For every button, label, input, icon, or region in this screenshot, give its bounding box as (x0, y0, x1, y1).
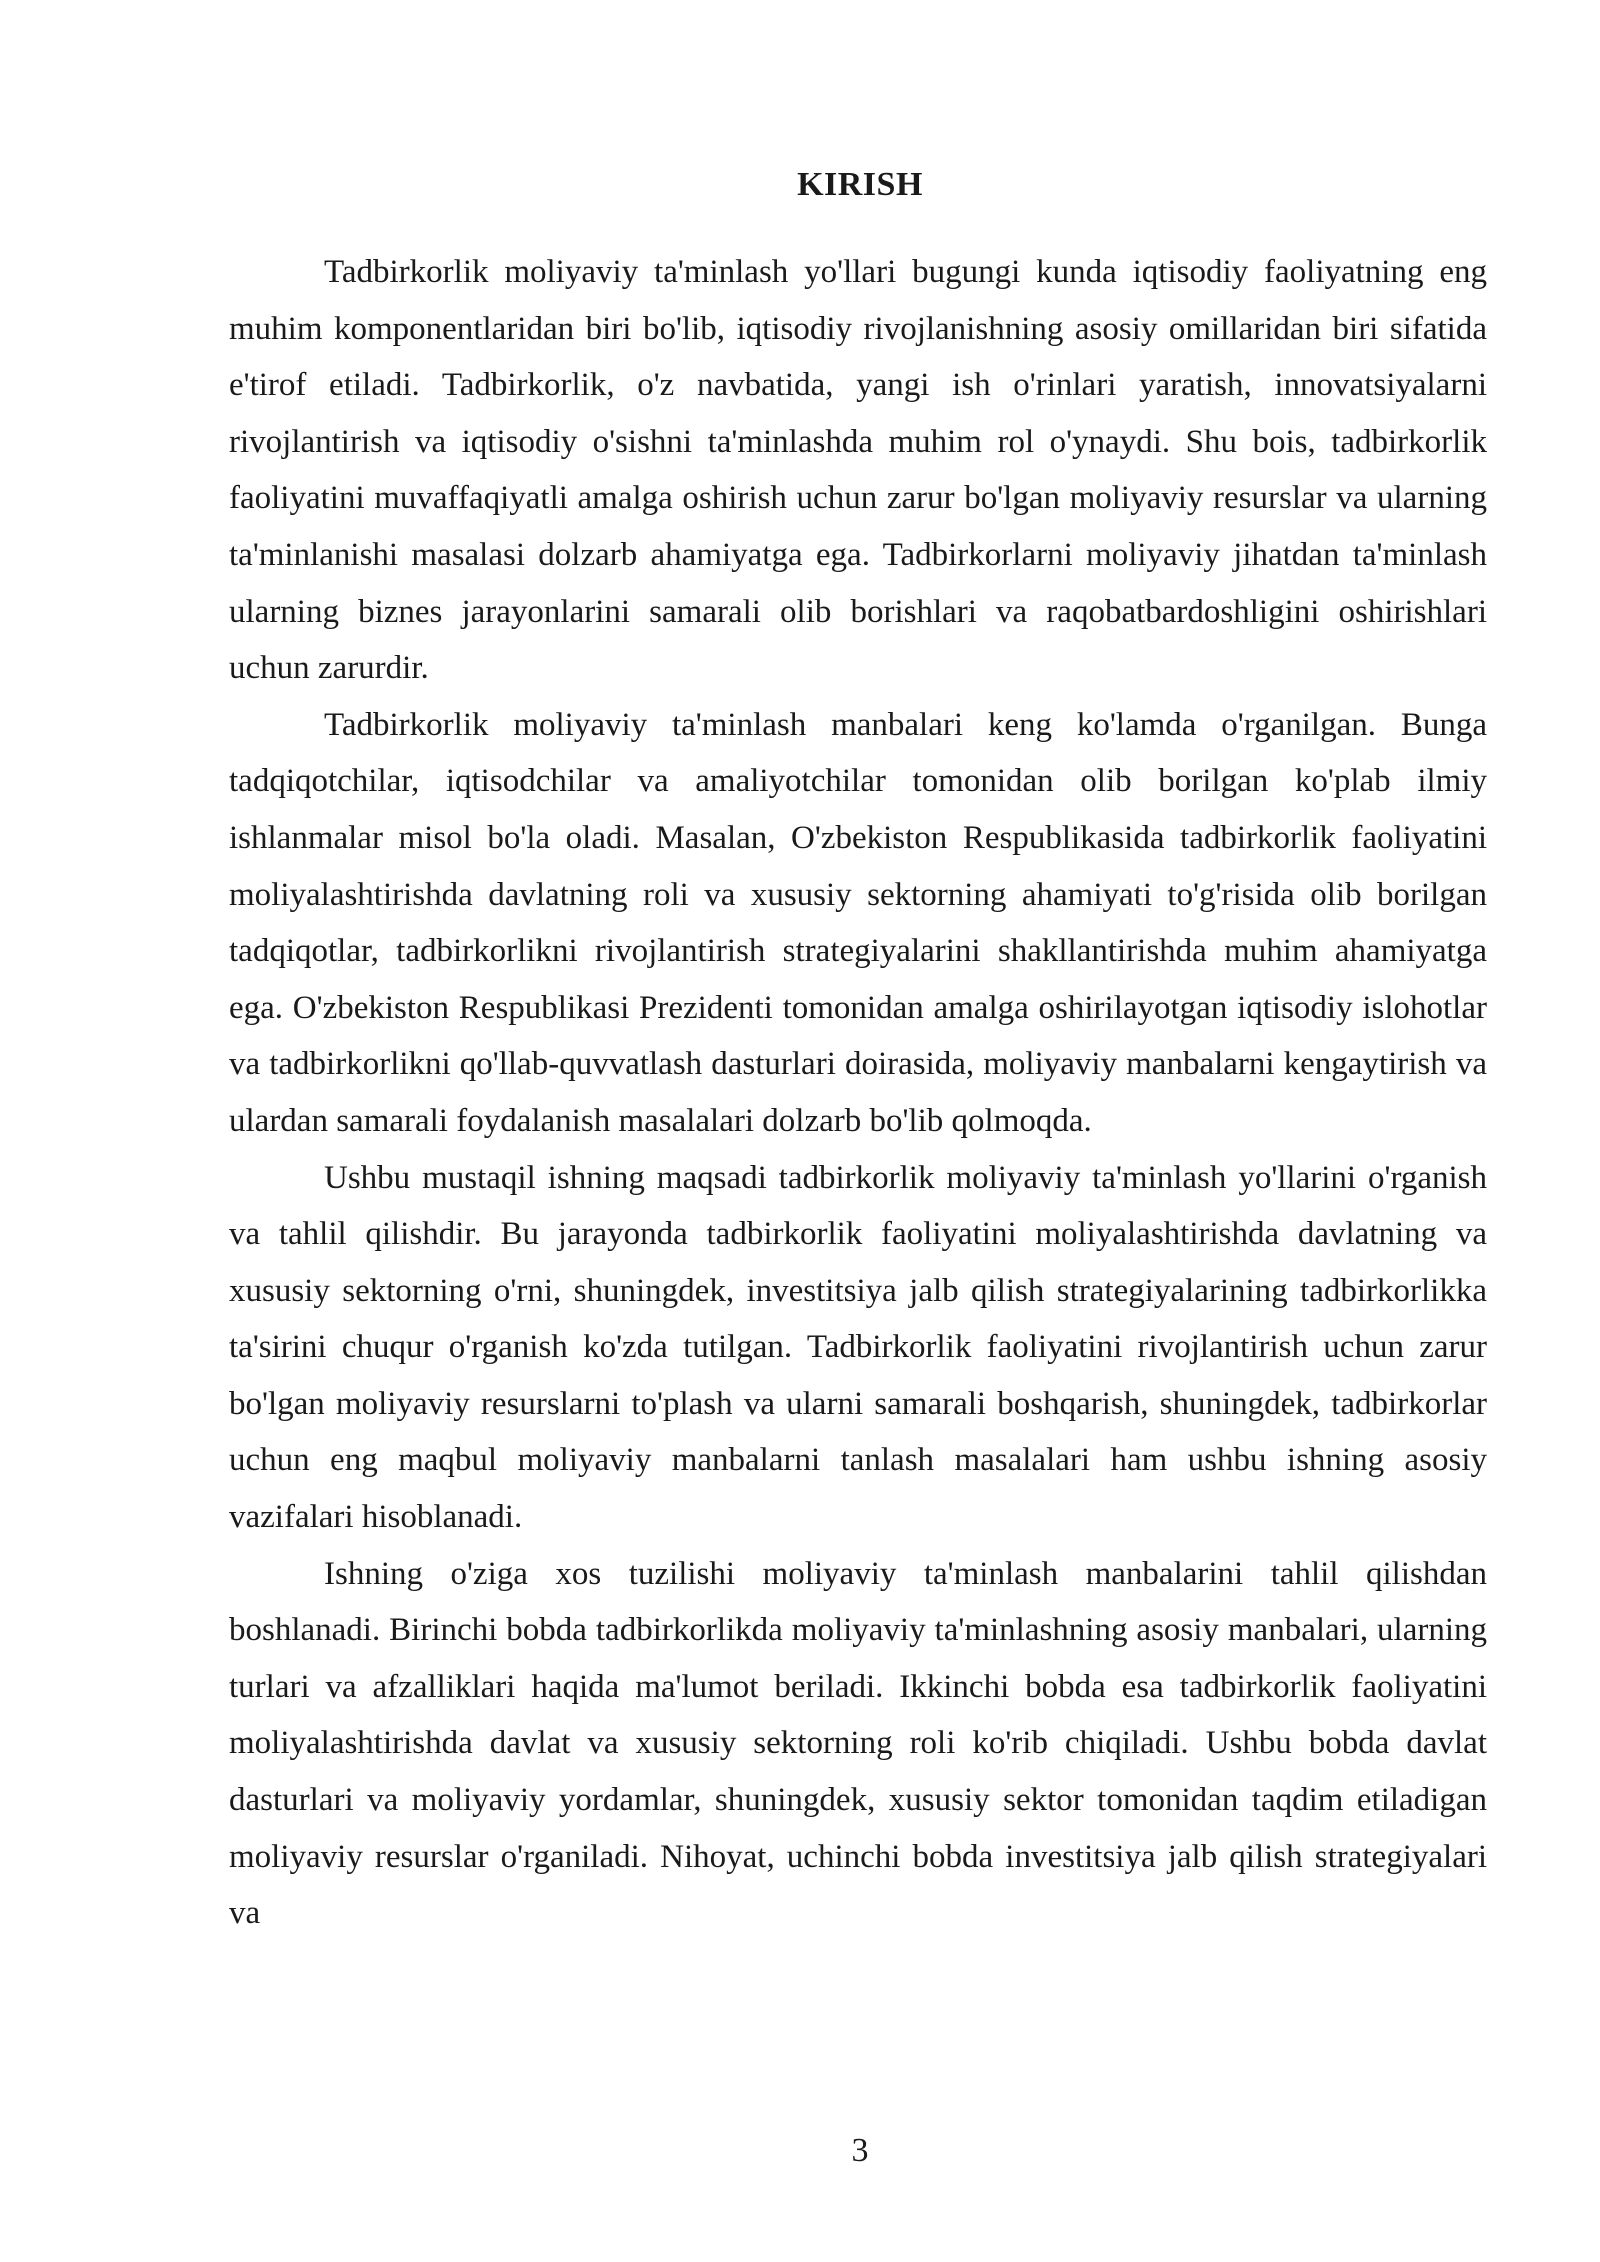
paragraph: Tadbirkorlik moliyaviy ta'minlash manbalari keng ko'lamda o'rganilgan. Bunga tadqiqotchilar, iqtisodchilar va amaliyotchilar tomonidan olib borilgan ko'plab ilmiy ishlanmalar misol bo'la oladi. Masalan, O'zbekiston Respublikasida tadbirkorlik faoliyatini moliyalashtirishda davlatning roli va xususiy sektorning ahamiyati to'g'risida olib borilgan tadqiqotlar, tadbirkorlikni rivojlantirish strategiyalarini shakllantirishda muhim ahamiyatga ega. O'zbekiston Respublikasi Prezidenti tomonidan amalga oshirilayotgan iqtisodiy islohotlar va tadbirkorlikni qo'llab-quvvatlash dasturlari doirasida, moliyaviy manbalarni kengaytirish va ulardan samarali foydalanish masalalari dolzarb bo'lib qolmoqda. (229, 706, 1487, 1139)
body-text (229, 244, 1487, 1942)
paragraph: Ushbu mustaqil ishning maqsadi tadbirkorlik moliyaviy ta'minlash yo'llarini o'rganish va tahlil qilishdir. Bu jarayonda tadbirkorlik faoliyatini moliyalashtirishda davlatning va xususiy sektorning o'rni, shuningdek, investitsiya jalb qilish strategiyalarining tadbirkorlikka ta'sirini chuqur o'rganish ko'zda tutilgan. Tadbirkorlik faoliyatini rivojlantirish uchun zarur bo'lgan moliyaviy resurslarni to'plash va ularni samarali boshqarish, shuningdek, tadbirkorlar uchun eng maqbul moliyaviy manbalarni tanlash masalalari ham ushbu ishning asosiy vazifalari hisoblanadi. (229, 1159, 1487, 1536)
page-number: 3 (851, 2132, 869, 2169)
paragraph: Ishning o'ziga xos tuzilishi moliyaviy ta'minlash manbalarini tahlil qilishdan boshlanadi. Birinchi bobda tadbirkorlikda moliyaviy ta'minlashning asosiy manbalari, ularning turlari va afzalliklari haqida ma'lumot beriladi. Ikkinchi bobda esa tadbirkorlik faoliyatini moliyalashtirishda davlat va xususiy sektorning roli ko'rib chiqiladi. Ushbu bobda davlat dasturlari va moliyaviy yordamlar, shuningdek, xususiy sektor tomonidan taqdim etiladigan moliyaviy resurslar o'rganiladi. Nihoyat, uchinchi bobda investitsiya jalb qilish strategiyalari va (229, 1555, 1487, 1932)
page-title: KIRISH (797, 166, 923, 203)
paragraph: Tadbirkorlik moliyaviy ta'minlash yo'llari bugungi kunda iqtisodiy faoliyatning eng muhim komponentlaridan biri bo'lib, iqtisodiy rivojlanishning asosiy omillaridan biri sifatida e'tirof etiladi. Tadbirkorlik, o'z navbatida, yangi ish o'rinlari yaratish, innovatsiyalarni rivojlantirish va iqtisodiy o'sishni ta'minlashda muhim rol o'ynaydi. Shu bois, tadbirkorlik faoliyatini muvaffaqiyatli amalga oshirish uchun zarur bo'lgan moliyaviy resurslar va ularning ta'minlanishi masalasi dolzarb ahamiyatga ega. Tadbirkorlarni moliyaviy jihatdan ta'minlash ularning biznes jarayonlarini samarali olib borishlari va raqobatbardoshligini oshirishlari uchun zarurdir. (229, 254, 1487, 687)
